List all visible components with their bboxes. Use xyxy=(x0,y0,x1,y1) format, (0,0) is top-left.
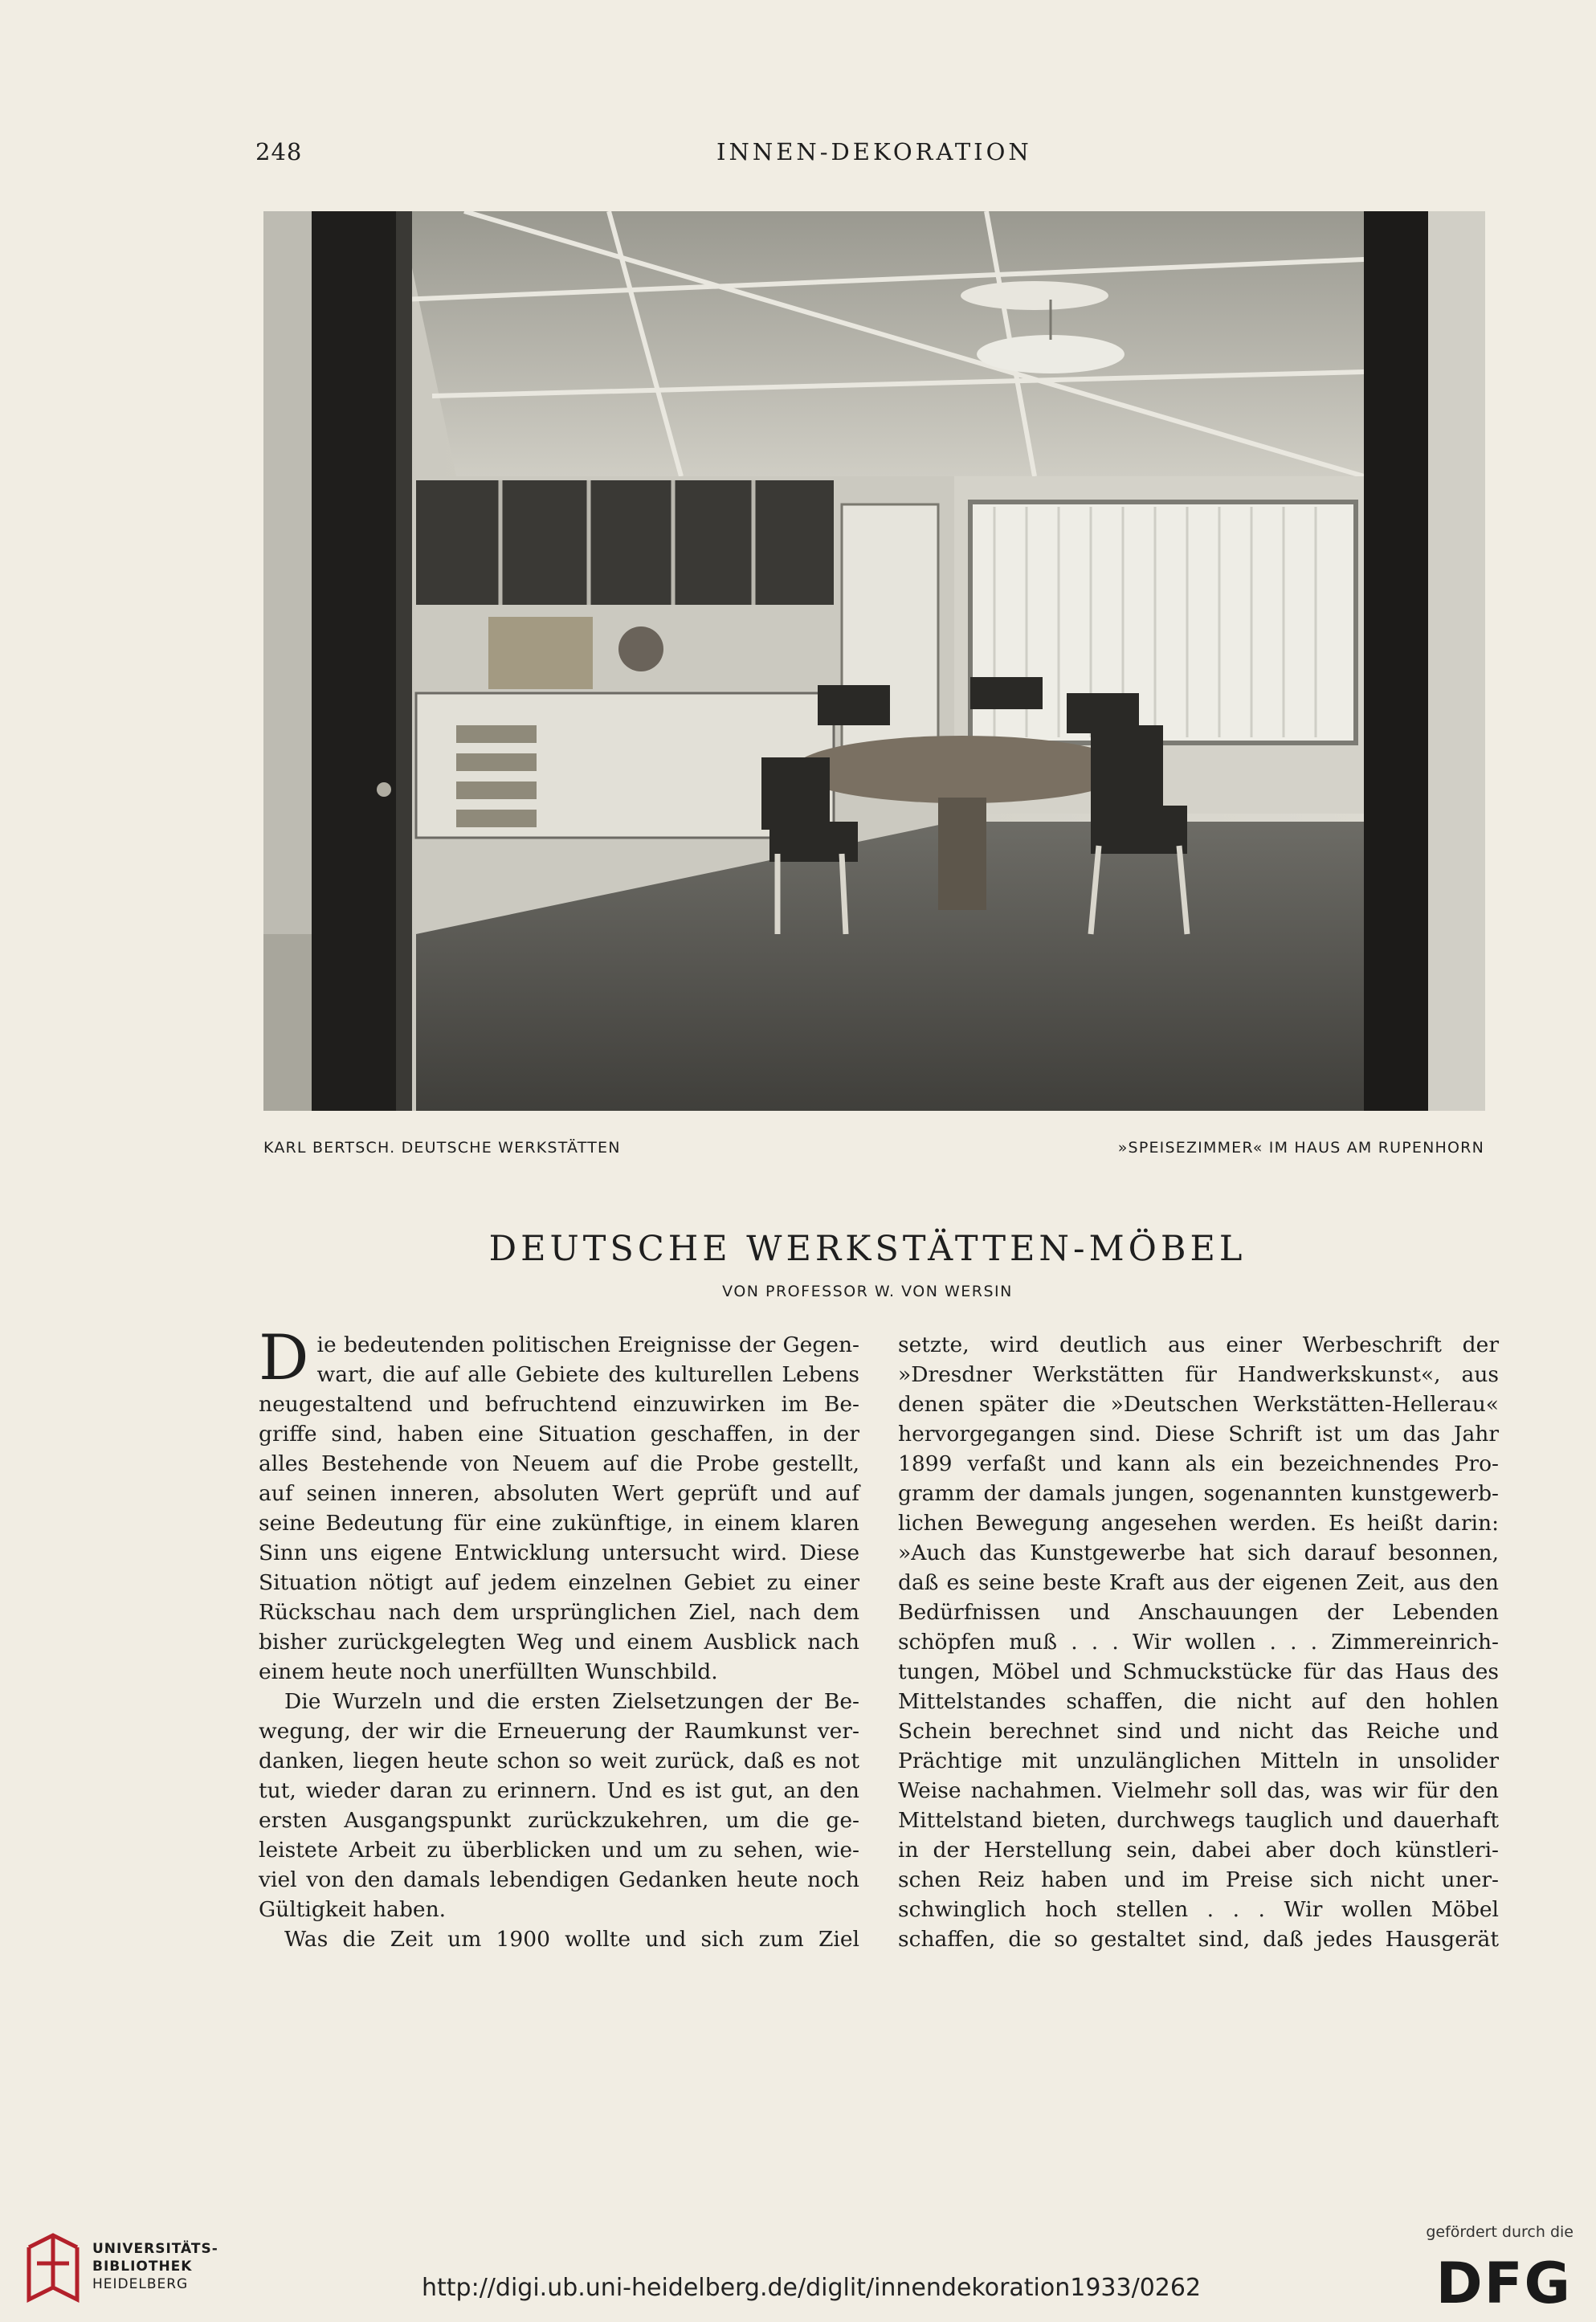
text-line: Sinn uns eigene Entwicklung untersucht wird. Diese xyxy=(259,1541,859,1565)
text-line: daß es seine beste Kraft aus der eigenen Zeit, aus den xyxy=(898,1570,1499,1595)
text-line: Mittelstand bieten, durchwegs tauglich und dauerhaft xyxy=(898,1808,1499,1833)
university-library-logo-icon xyxy=(21,2231,84,2304)
text-line: Schein berechnet sind und nicht das Reiche und xyxy=(898,1719,1499,1744)
library-name-line3: HEIDELBERG xyxy=(92,2276,189,2292)
text-line: tut, wieder daran zu erinnern. Und es ist gut, an den xyxy=(259,1778,859,1803)
text-line: Gültigkeit haben. xyxy=(259,1897,447,1922)
text-line: ersten Ausgangspunkt zurückzukehren, um die ge- xyxy=(259,1808,859,1833)
article-byline: VON PROFESSOR W. VON WERSIN xyxy=(722,1283,1013,1300)
text-line: schwinglich hoch stellen . . . Wir wollen Möbel xyxy=(898,1897,1499,1922)
text-line: Was die Zeit um 1900 wollte und sich zum Ziel xyxy=(284,1927,859,1952)
round-table xyxy=(794,736,1131,803)
text-line: setzte, wird deutlich aus einer Werbeschrift der xyxy=(898,1332,1499,1357)
text-line: 1899 verfaßt und kann als ein bezeichnendes Pro- xyxy=(898,1451,1499,1476)
text-line: neugestaltend und befruchtend einzuwirken im Be- xyxy=(259,1392,859,1417)
text-line: tungen, Möbel und Schmuckstücke für das Haus des xyxy=(898,1659,1499,1684)
text-line: auf seinen inneren, absoluten Wert geprüft und auf xyxy=(259,1481,859,1506)
text-line: »Auch das Kunstgewerbe hat sich darauf besonnen, xyxy=(898,1541,1499,1565)
dining-room-photo xyxy=(263,211,1485,1111)
text-line: wegung, der wir die Erneuerung der Raumkunst ver- xyxy=(259,1719,859,1744)
text-line: einem heute noch unerfüllten Wunschbild. xyxy=(259,1659,718,1684)
library-name-line1: UNIVERSITÄTS- xyxy=(92,2241,218,2257)
article-title: DEUTSCHE WERKSTÄTTEN-MÖBEL xyxy=(488,1229,1247,1269)
funding-note: gefördert durch die xyxy=(1426,2223,1574,2241)
permalink-url[interactable]: http://digi.ub.uni-heidelberg.de/diglit/innendekoration1933/0262 xyxy=(422,2274,1202,2302)
door-frame-right xyxy=(1364,211,1428,1111)
text-line: seine Bedeutung für eine zukünftige, in einem klaren xyxy=(259,1511,859,1536)
text-line: griffe sind, haben eine Situation geschaffen, in der xyxy=(259,1422,859,1447)
text-line: ie bedeutenden politischen Ereignisse der Gegen- xyxy=(316,1332,859,1357)
text-line: hervorgegangen sind. Diese Schrift ist um das Jahr xyxy=(898,1422,1499,1447)
text-line: leistete Arbeit zu überblicken und um zu sehen, wie- xyxy=(259,1838,859,1863)
page-number: 248 xyxy=(255,138,303,165)
text-line: in der Herstellung sein, dabei aber doch künstleri- xyxy=(898,1838,1499,1863)
library-name-line2: BIBLIOTHEK xyxy=(92,2259,193,2275)
text-line: »Dresdner Werkstätten für Handwerkskunst«, aus xyxy=(898,1362,1499,1387)
text-line: Situation nötigt auf jedem einzelnen Gebiet zu einer xyxy=(259,1570,859,1595)
right-column xyxy=(898,1330,1499,1954)
text-line: schen Reiz haben und im Preise sich nicht uner- xyxy=(898,1867,1499,1892)
text-line: gramm der damals jungen, sogenannten kunstgewerb- xyxy=(898,1481,1499,1506)
text-line: bisher zurückgelegten Weg und einem Ausblick nach xyxy=(259,1630,859,1655)
text-line: lichen Bewegung angesehen werden. Es heißt darin: xyxy=(898,1511,1499,1536)
running-title: INNEN-DEKORATION xyxy=(716,138,1032,165)
text-line: Rückschau nach dem ursprünglichen Ziel, nach dem xyxy=(259,1600,859,1625)
text-line: Bedürfnissen und Anschauungen der Lebenden xyxy=(898,1600,1499,1625)
left-column xyxy=(259,1322,859,1954)
text-line: denen später die »Deutschen Werkstätten-Hellerau« xyxy=(898,1392,1499,1417)
text-line: danken, liegen heute schon so weit zurück, daß es not xyxy=(259,1749,859,1773)
text-line: schöpfen muß . . . Wir wollen . . . Zimmereinrich- xyxy=(898,1630,1499,1655)
ceiling xyxy=(400,211,1364,476)
text-line: Prächtige mit unzulänglichen Mitteln in unsolider xyxy=(898,1749,1499,1773)
text-line: schaffen, die so gestaltet sind, daß jedes Hausgerät xyxy=(898,1927,1499,1952)
drop-cap: D xyxy=(259,1322,309,1394)
ceiling-lamp xyxy=(961,281,1108,310)
glass-cabinet xyxy=(416,480,834,605)
text-line: viel von den damals lebendigen Gedanken heute noch xyxy=(259,1867,859,1892)
photo-caption-right: »SPEISEZIMMER« IM HAUS AM RUPENHORN xyxy=(1117,1139,1484,1157)
text-line: Weise nachahmen. Vielmehr soll das, was wir für den xyxy=(898,1778,1499,1803)
text-line: Mittelstandes schaffen, die nicht auf den hohlen xyxy=(898,1689,1499,1714)
text-line: alles Bestehende von Neuem auf die Probe gestellt, xyxy=(259,1451,859,1476)
text-line: Die Wurzeln und die ersten Zielsetzungen der Be- xyxy=(284,1689,859,1714)
photo-caption-left: KARL BERTSCH. DEUTSCHE WERKSTÄTTEN xyxy=(263,1139,621,1157)
text-line: wart, die auf alle Gebiete des kulturellen Lebens xyxy=(316,1362,859,1387)
dfg-logo: DFG xyxy=(1435,2251,1572,2316)
